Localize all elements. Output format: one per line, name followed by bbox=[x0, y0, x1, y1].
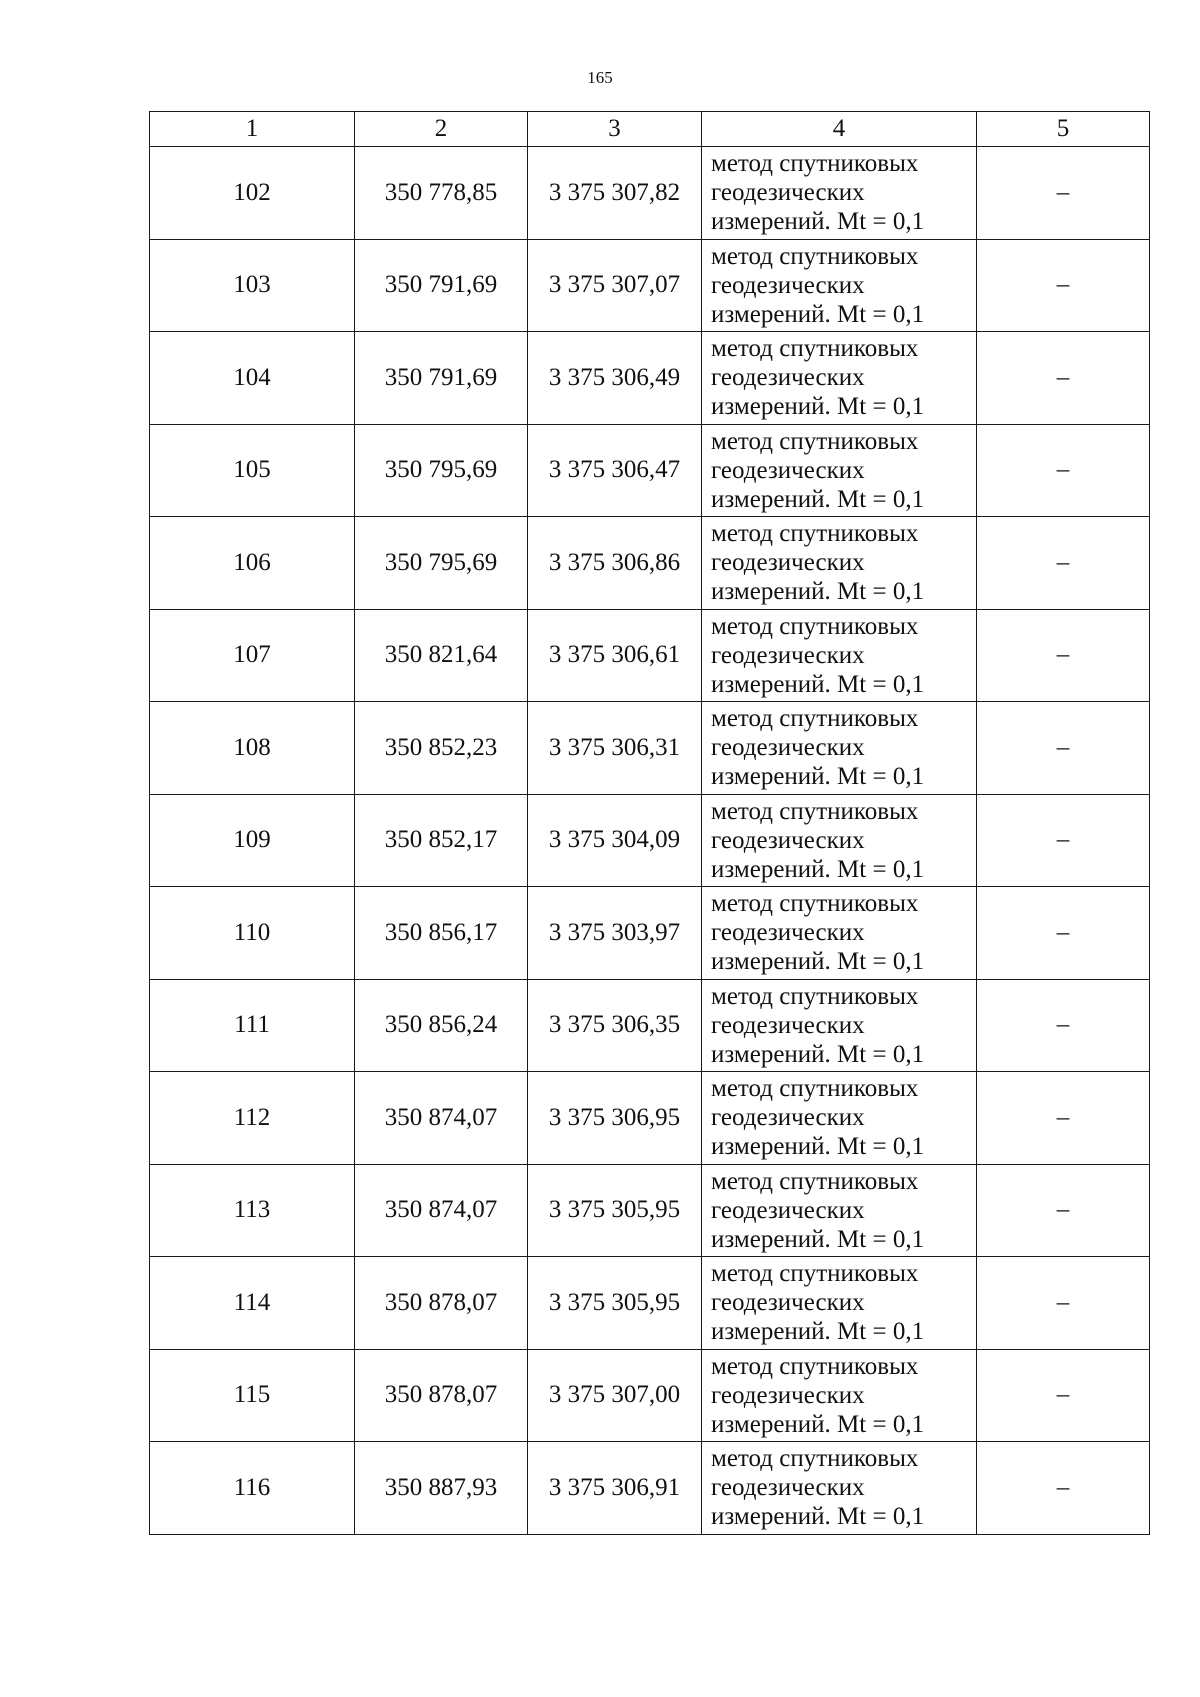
x-coordinate-cell: 350 791,69 bbox=[355, 239, 528, 332]
table-row bbox=[150, 147, 1150, 240]
note-cell: – bbox=[977, 794, 1150, 887]
y-coordinate-cell: 3 375 306,95 bbox=[528, 1072, 702, 1165]
method-cell bbox=[702, 239, 977, 332]
y-coordinate-cell: 3 375 304,09 bbox=[528, 794, 702, 887]
y-coordinate-cell: 3 375 307,82 bbox=[528, 147, 702, 240]
method-line: измерений. Mt = 0,1 bbox=[711, 1318, 925, 1346]
note-cell: – bbox=[977, 887, 1150, 980]
table-row bbox=[150, 979, 1150, 1072]
method-line: геодезических bbox=[711, 734, 865, 762]
table-row bbox=[150, 332, 1150, 425]
method-line: геодезических bbox=[711, 919, 865, 947]
method-line: метод спутниковых bbox=[711, 150, 919, 178]
y-coordinate-cell: 3 375 305,95 bbox=[528, 1164, 702, 1257]
note-cell: – bbox=[977, 239, 1150, 332]
x-coordinate-cell: 350 778,85 bbox=[355, 147, 528, 240]
y-coordinate-cell: 3 375 303,97 bbox=[528, 887, 702, 980]
point-number-cell: 113 bbox=[150, 1164, 355, 1257]
method-line: измерений. Mt = 0,1 bbox=[711, 485, 925, 513]
y-coordinate-cell: 3 375 306,47 bbox=[528, 424, 702, 517]
method-line: метод спутниковых bbox=[711, 1167, 919, 1195]
note-cell: – bbox=[977, 979, 1150, 1072]
x-coordinate-cell: 350 852,17 bbox=[355, 794, 528, 887]
y-coordinate-cell: 3 375 305,95 bbox=[528, 1257, 702, 1350]
table-row bbox=[150, 794, 1150, 887]
header-row bbox=[150, 112, 1150, 147]
table-row bbox=[150, 1442, 1150, 1535]
x-coordinate-cell: 350 795,69 bbox=[355, 517, 528, 610]
note-cell: – bbox=[977, 517, 1150, 610]
method-line: геодезических bbox=[711, 1104, 865, 1132]
method-line: измерений. Mt = 0,1 bbox=[711, 1040, 925, 1068]
y-coordinate-cell: 3 375 307,07 bbox=[528, 239, 702, 332]
method-line: геодезических bbox=[711, 1474, 865, 1502]
method-cell bbox=[702, 1257, 977, 1350]
point-number-cell: 114 bbox=[150, 1257, 355, 1350]
table-row bbox=[150, 1349, 1150, 1442]
table-body bbox=[150, 147, 1150, 1535]
method-line: измерений. Mt = 0,1 bbox=[711, 855, 925, 883]
x-coordinate-cell: 350 874,07 bbox=[355, 1072, 528, 1165]
x-coordinate-cell: 350 795,69 bbox=[355, 424, 528, 517]
note-cell: – bbox=[977, 147, 1150, 240]
point-number-cell: 112 bbox=[150, 1072, 355, 1165]
x-coordinate-cell: 350 821,64 bbox=[355, 609, 528, 702]
method-line: измерений. Mt = 0,1 bbox=[711, 1503, 925, 1531]
method-line: геодезических bbox=[711, 1289, 865, 1317]
method-line: метод спутниковых bbox=[711, 335, 919, 363]
x-coordinate-cell: 350 852,23 bbox=[355, 702, 528, 795]
method-line: геодезических bbox=[711, 641, 865, 669]
method-line: метод спутниковых bbox=[711, 242, 919, 270]
method-cell bbox=[702, 147, 977, 240]
method-cell bbox=[702, 609, 977, 702]
method-line: измерений. Mt = 0,1 bbox=[711, 1410, 925, 1438]
point-number-cell: 102 bbox=[150, 147, 355, 240]
page-number: 165 bbox=[587, 68, 613, 87]
note-cell: – bbox=[977, 1072, 1150, 1165]
point-number-cell: 105 bbox=[150, 424, 355, 517]
method-cell bbox=[702, 702, 977, 795]
y-coordinate-cell: 3 375 306,86 bbox=[528, 517, 702, 610]
method-line: измерений. Mt = 0,1 bbox=[711, 300, 925, 328]
method-cell bbox=[702, 332, 977, 425]
method-line: метод спутниковых bbox=[711, 982, 919, 1010]
method-line: измерений. Mt = 0,1 bbox=[711, 948, 925, 976]
x-coordinate-cell: 350 878,07 bbox=[355, 1349, 528, 1442]
point-number-cell: 103 bbox=[150, 239, 355, 332]
method-line: метод спутниковых bbox=[711, 705, 919, 733]
x-coordinate-cell: 350 878,07 bbox=[355, 1257, 528, 1350]
method-line: геодезических bbox=[711, 179, 865, 207]
header-cell-1: 1 bbox=[150, 112, 355, 147]
method-line: геодезических bbox=[711, 271, 865, 299]
method-cell bbox=[702, 1164, 977, 1257]
note-cell: – bbox=[977, 1349, 1150, 1442]
point-number-cell: 108 bbox=[150, 702, 355, 795]
method-line: метод спутниковых bbox=[711, 1075, 919, 1103]
table-row bbox=[150, 609, 1150, 702]
method-cell bbox=[702, 1072, 977, 1165]
y-coordinate-cell: 3 375 306,49 bbox=[528, 332, 702, 425]
method-line: метод спутниковых bbox=[711, 427, 919, 455]
y-coordinate-cell: 3 375 307,00 bbox=[528, 1349, 702, 1442]
method-line: геодезических bbox=[711, 549, 865, 577]
point-number-cell: 109 bbox=[150, 794, 355, 887]
x-coordinate-cell: 350 856,24 bbox=[355, 979, 528, 1072]
note-cell: – bbox=[977, 609, 1150, 702]
table-row bbox=[150, 1072, 1150, 1165]
method-cell bbox=[702, 517, 977, 610]
method-cell bbox=[702, 1349, 977, 1442]
method-line: измерений. Mt = 0,1 bbox=[711, 670, 925, 698]
method-line: геодезических bbox=[711, 364, 865, 392]
y-coordinate-cell: 3 375 306,31 bbox=[528, 702, 702, 795]
method-line: геодезических bbox=[711, 1196, 865, 1224]
table-header bbox=[150, 112, 1150, 147]
method-line: метод спутниковых bbox=[711, 797, 919, 825]
x-coordinate-cell: 350 887,93 bbox=[355, 1442, 528, 1535]
table-row bbox=[150, 239, 1150, 332]
point-number-cell: 106 bbox=[150, 517, 355, 610]
note-cell: – bbox=[977, 1257, 1150, 1350]
method-line: метод спутниковых bbox=[711, 612, 919, 640]
table-row bbox=[150, 1257, 1150, 1350]
header-cell-2: 2 bbox=[355, 112, 528, 147]
method-line: измерений. Mt = 0,1 bbox=[711, 1225, 925, 1253]
method-line: измерений. Mt = 0,1 bbox=[711, 393, 925, 421]
point-number-cell: 115 bbox=[150, 1349, 355, 1442]
point-number-cell: 107 bbox=[150, 609, 355, 702]
table-row bbox=[150, 424, 1150, 517]
method-line: измерений. Mt = 0,1 bbox=[711, 578, 925, 606]
x-coordinate-cell: 350 856,17 bbox=[355, 887, 528, 980]
y-coordinate-cell: 3 375 306,91 bbox=[528, 1442, 702, 1535]
method-cell bbox=[702, 424, 977, 517]
table-row bbox=[150, 702, 1150, 795]
header-cell-5: 5 bbox=[977, 112, 1150, 147]
method-line: измерений. Mt = 0,1 bbox=[711, 1133, 925, 1161]
note-cell: – bbox=[977, 1164, 1150, 1257]
method-line: метод спутниковых bbox=[711, 520, 919, 548]
method-line: геодезических bbox=[711, 826, 865, 854]
method-cell bbox=[702, 794, 977, 887]
coordinates-table bbox=[149, 111, 1150, 1535]
method-cell bbox=[702, 887, 977, 980]
point-number-cell: 111 bbox=[150, 979, 355, 1072]
method-line: измерений. Mt = 0,1 bbox=[711, 763, 925, 791]
method-cell bbox=[702, 1442, 977, 1535]
note-cell: – bbox=[977, 702, 1150, 795]
x-coordinate-cell: 350 791,69 bbox=[355, 332, 528, 425]
method-line: геодезических bbox=[711, 1011, 865, 1039]
method-line: геодезических bbox=[711, 1381, 865, 1409]
method-cell bbox=[702, 979, 977, 1072]
method-line: метод спутниковых bbox=[711, 1352, 919, 1380]
point-number-cell: 116 bbox=[150, 1442, 355, 1535]
x-coordinate-cell: 350 874,07 bbox=[355, 1164, 528, 1257]
note-cell: – bbox=[977, 424, 1150, 517]
point-number-cell: 110 bbox=[150, 887, 355, 980]
table-row bbox=[150, 887, 1150, 980]
y-coordinate-cell: 3 375 306,61 bbox=[528, 609, 702, 702]
method-line: метод спутниковых bbox=[711, 890, 919, 918]
note-cell: – bbox=[977, 332, 1150, 425]
method-line: геодезических bbox=[711, 456, 865, 484]
header-cell-3: 3 bbox=[528, 112, 702, 147]
point-number-cell: 104 bbox=[150, 332, 355, 425]
method-line: метод спутниковых bbox=[711, 1445, 919, 1473]
table-row bbox=[150, 517, 1150, 610]
table-row bbox=[150, 1164, 1150, 1257]
header-cell-4: 4 bbox=[702, 112, 977, 147]
method-line: метод спутниковых bbox=[711, 1260, 919, 1288]
method-line: измерений. Mt = 0,1 bbox=[711, 208, 925, 236]
y-coordinate-cell: 3 375 306,35 bbox=[528, 979, 702, 1072]
note-cell: – bbox=[977, 1442, 1150, 1535]
